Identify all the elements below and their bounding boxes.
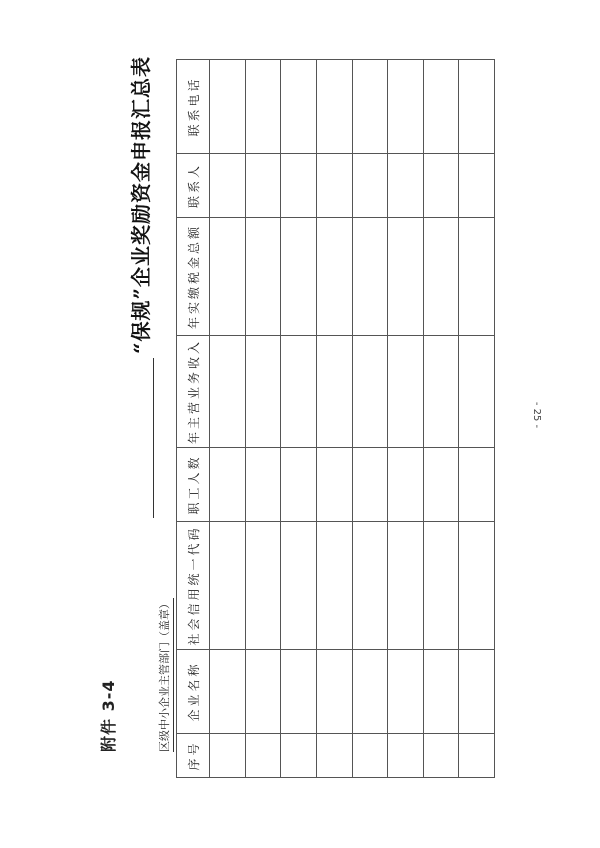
header-contact-phone: 联系电话 — [177, 60, 210, 154]
table-cell[interactable] — [388, 336, 424, 448]
table-cell[interactable] — [245, 336, 281, 448]
table-cell[interactable] — [210, 60, 246, 154]
header-credit-code: 社会信用统一代码 — [177, 522, 210, 650]
table-cell[interactable] — [316, 522, 352, 650]
table-cell[interactable] — [281, 448, 317, 522]
table-cell[interactable] — [459, 734, 495, 778]
header-employee-count: 职工人数 — [177, 448, 210, 522]
header-contact-person: 联系人 — [177, 154, 210, 218]
table-cell[interactable] — [459, 336, 495, 448]
table-cell[interactable] — [210, 336, 246, 448]
table-cell[interactable] — [316, 154, 352, 218]
title-block — [125, 56, 154, 518]
table-cell[interactable] — [281, 650, 317, 734]
table-row — [352, 60, 388, 778]
table-cell[interactable] — [245, 60, 281, 154]
table-cell[interactable] — [459, 448, 495, 522]
header-annual-tax: 年实缴税金总额 — [177, 218, 210, 336]
table-cell[interactable] — [281, 60, 317, 154]
table-cell[interactable] — [388, 734, 424, 778]
table-cell[interactable] — [210, 522, 246, 650]
table-cell[interactable] — [245, 448, 281, 522]
table-cell[interactable] — [423, 60, 459, 154]
title-fill-in-blank — [133, 358, 154, 518]
table-cell[interactable] — [459, 154, 495, 218]
table-cell[interactable] — [459, 522, 495, 650]
table-cell[interactable] — [281, 336, 317, 448]
table-header-row — [177, 60, 210, 778]
table-cell[interactable] — [245, 522, 281, 650]
table-cell[interactable] — [388, 218, 424, 336]
table-cell[interactable] — [352, 734, 388, 778]
table-row — [316, 60, 352, 778]
table-cell[interactable] — [459, 60, 495, 154]
table-cell[interactable] — [459, 650, 495, 734]
table-cell[interactable] — [245, 650, 281, 734]
table-cell[interactable] — [316, 448, 352, 522]
table-cell[interactable] — [316, 60, 352, 154]
table-cell[interactable] — [423, 448, 459, 522]
table-cell[interactable] — [352, 154, 388, 218]
table-cell[interactable] — [388, 448, 424, 522]
table-cell[interactable] — [210, 650, 246, 734]
document-title: “保规”企业奖励资金申报汇总表 — [129, 55, 153, 354]
table-cell[interactable] — [423, 734, 459, 778]
table-cell[interactable] — [423, 650, 459, 734]
table-row — [210, 60, 246, 778]
department-label: 区级中小企业主管部门（盖章） — [156, 598, 174, 752]
department-line — [156, 598, 174, 752]
table-cell[interactable] — [210, 448, 246, 522]
table-cell[interactable] — [388, 650, 424, 734]
table-cell[interactable] — [245, 734, 281, 778]
table-row — [281, 60, 317, 778]
table-body — [210, 60, 495, 778]
table-cell[interactable] — [352, 650, 388, 734]
table-cell[interactable] — [423, 218, 459, 336]
table-cell[interactable] — [281, 522, 317, 650]
page-number: - 25 - — [531, 401, 542, 429]
table-row — [459, 60, 495, 778]
table-cell[interactable] — [281, 218, 317, 336]
table-cell[interactable] — [245, 218, 281, 336]
header-company-name: 企业名称 — [177, 650, 210, 734]
table-cell[interactable] — [423, 336, 459, 448]
report-summary-table — [176, 59, 495, 778]
table-cell[interactable] — [388, 154, 424, 218]
attachment-label: 附件 3-4 — [99, 679, 118, 752]
table-cell[interactable] — [423, 522, 459, 650]
table-cell[interactable] — [352, 336, 388, 448]
table-cell[interactable] — [245, 154, 281, 218]
table-cell[interactable] — [210, 218, 246, 336]
table-cell[interactable] — [459, 218, 495, 336]
table-row — [388, 60, 424, 778]
table-cell[interactable] — [352, 60, 388, 154]
table-cell[interactable] — [316, 218, 352, 336]
table-cell[interactable] — [316, 734, 352, 778]
header-serial-number: 序号 — [177, 734, 210, 778]
table-cell[interactable] — [352, 448, 388, 522]
table-cell[interactable] — [281, 734, 317, 778]
table-cell[interactable] — [352, 522, 388, 650]
header-annual-revenue: 年主营业务收入 — [177, 336, 210, 448]
table-cell[interactable] — [281, 154, 317, 218]
table-cell[interactable] — [388, 60, 424, 154]
table-cell[interactable] — [316, 336, 352, 448]
table-cell[interactable] — [352, 218, 388, 336]
table-row — [245, 60, 281, 778]
table-cell[interactable] — [316, 650, 352, 734]
table-cell[interactable] — [210, 154, 246, 218]
table-cell[interactable] — [423, 154, 459, 218]
table-cell[interactable] — [210, 734, 246, 778]
table-cell[interactable] — [388, 522, 424, 650]
table-row — [423, 60, 459, 778]
